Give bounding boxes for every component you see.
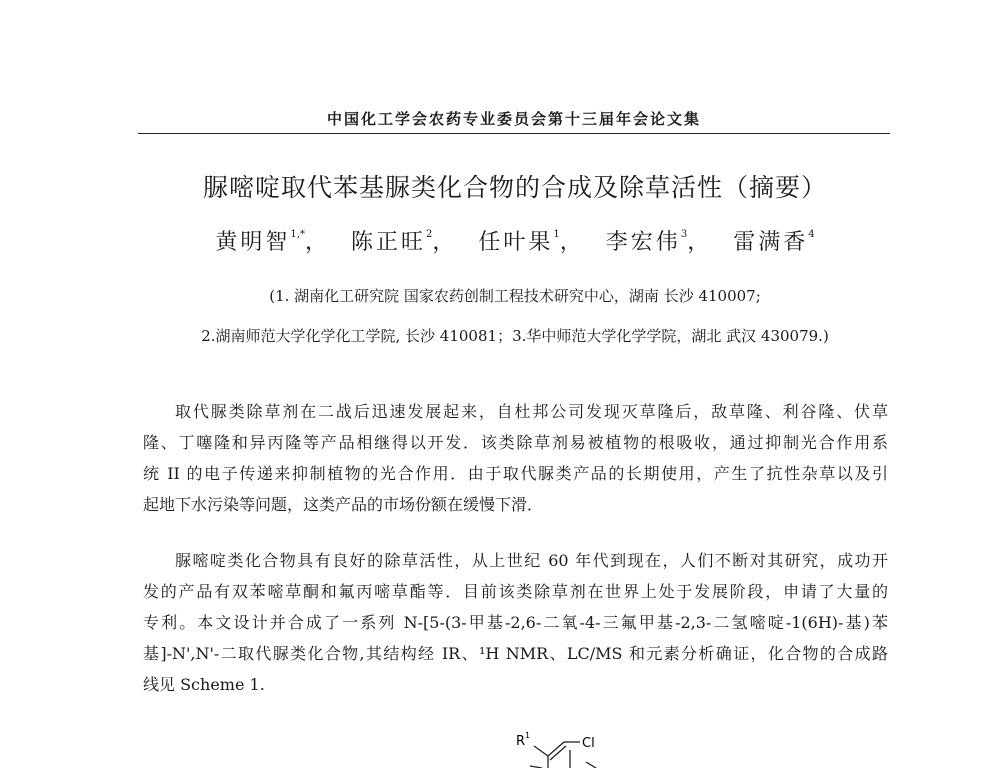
author-name: 黄明智 — [215, 230, 291, 255]
scheme-label-r1-sup: 1 — [525, 731, 531, 740]
author-separator: ， — [559, 230, 582, 255]
author-name: 任叶果 — [478, 230, 554, 255]
author-affiliation-mark: 1 — [553, 229, 560, 240]
scheme-label-cl: Cl — [582, 736, 595, 751]
paragraph-line: 起地下水污染等问题，这类产品的市场份额在缓慢下滑． — [143, 495, 544, 514]
author-separator: ， — [432, 230, 455, 255]
paragraph-line: 发的产品有双苯嘧草酮和氟丙嘧草酯等．目前该类除草剂在世界上处于发展阶段，申请了大量的 — [143, 582, 888, 601]
paragraph-line: 基]-N',N'-二取代脲类化合物,其结构经 IR、¹H NMR、LC/MS 和元素分析确证，化合物的合成路 — [143, 644, 888, 663]
paragraph-line: 隆、丁噻隆和异丙隆等产品相继得以开发．该类除草剂易被植物的根吸收，通过抑制光合作用系 — [143, 433, 888, 452]
paragraph-line: 专利。本文设计并合成了一系列 N-[5-(3-甲基-2,6-二氧-4-三氟甲基-2,3-二氢嘧啶-1(6H)-基)苯 — [143, 613, 888, 632]
affiliation-line: (1. 湖南化工研究院 国家农药创制工程技术研究中心，湖南 长沙 410007; — [269, 287, 761, 305]
author-affiliation-mark: 4 — [808, 229, 815, 240]
author-name: 雷满香 — [733, 230, 809, 255]
abstract-paragraph — [143, 545, 888, 700]
header-rule — [138, 133, 890, 134]
paragraph-line: 脲嘧啶类化合物具有良好的除草活性，从上世纪 60 年代到现在，人们不断对其研究，成功开 — [175, 551, 888, 570]
author-separator: ， — [304, 230, 327, 255]
running-header: 中国化工学会农药专业委员会第十三届年会论文集 — [326, 110, 701, 128]
paragraph-line: 统 II 的电子传递来抑制植物的光合作用．由于取代脲类产品的长期使用，产生了抗性杂草以及引 — [143, 464, 888, 483]
author-name: 陈正旺 — [350, 230, 426, 255]
paragraph-line: 线见 Scheme 1. — [143, 675, 265, 694]
abstract-paragraph — [143, 396, 888, 520]
paper-title: 脲嘧啶取代苯基脲类化合物的合成及除草活性（摘要） — [202, 173, 827, 202]
author-affiliation-mark: 3 — [680, 229, 688, 240]
scheme-structure-fragment — [490, 728, 630, 768]
author-affiliation-mark: 2 — [426, 229, 433, 240]
scheme-bond — [586, 762, 596, 768]
author-affiliation-mark: 1,* — [290, 229, 305, 240]
author-name: 李宏伟 — [605, 230, 681, 255]
scheme-bond — [534, 746, 548, 756]
affiliation-line: 2.湖南师范大学化学化工学院, 长沙 410081；3.华中师范大学化学学院，湖北 武汉 430079.) — [201, 327, 829, 345]
author-separator: ， — [687, 230, 710, 255]
paragraph-line: 取代脲类除草剂在二战后迅速发展起来，自杜邦公司发现灭草隆后，敌草隆、利谷隆、伏草 — [175, 402, 888, 421]
scheme-label-r1: R — [516, 734, 526, 749]
author-list — [100, 225, 930, 256]
